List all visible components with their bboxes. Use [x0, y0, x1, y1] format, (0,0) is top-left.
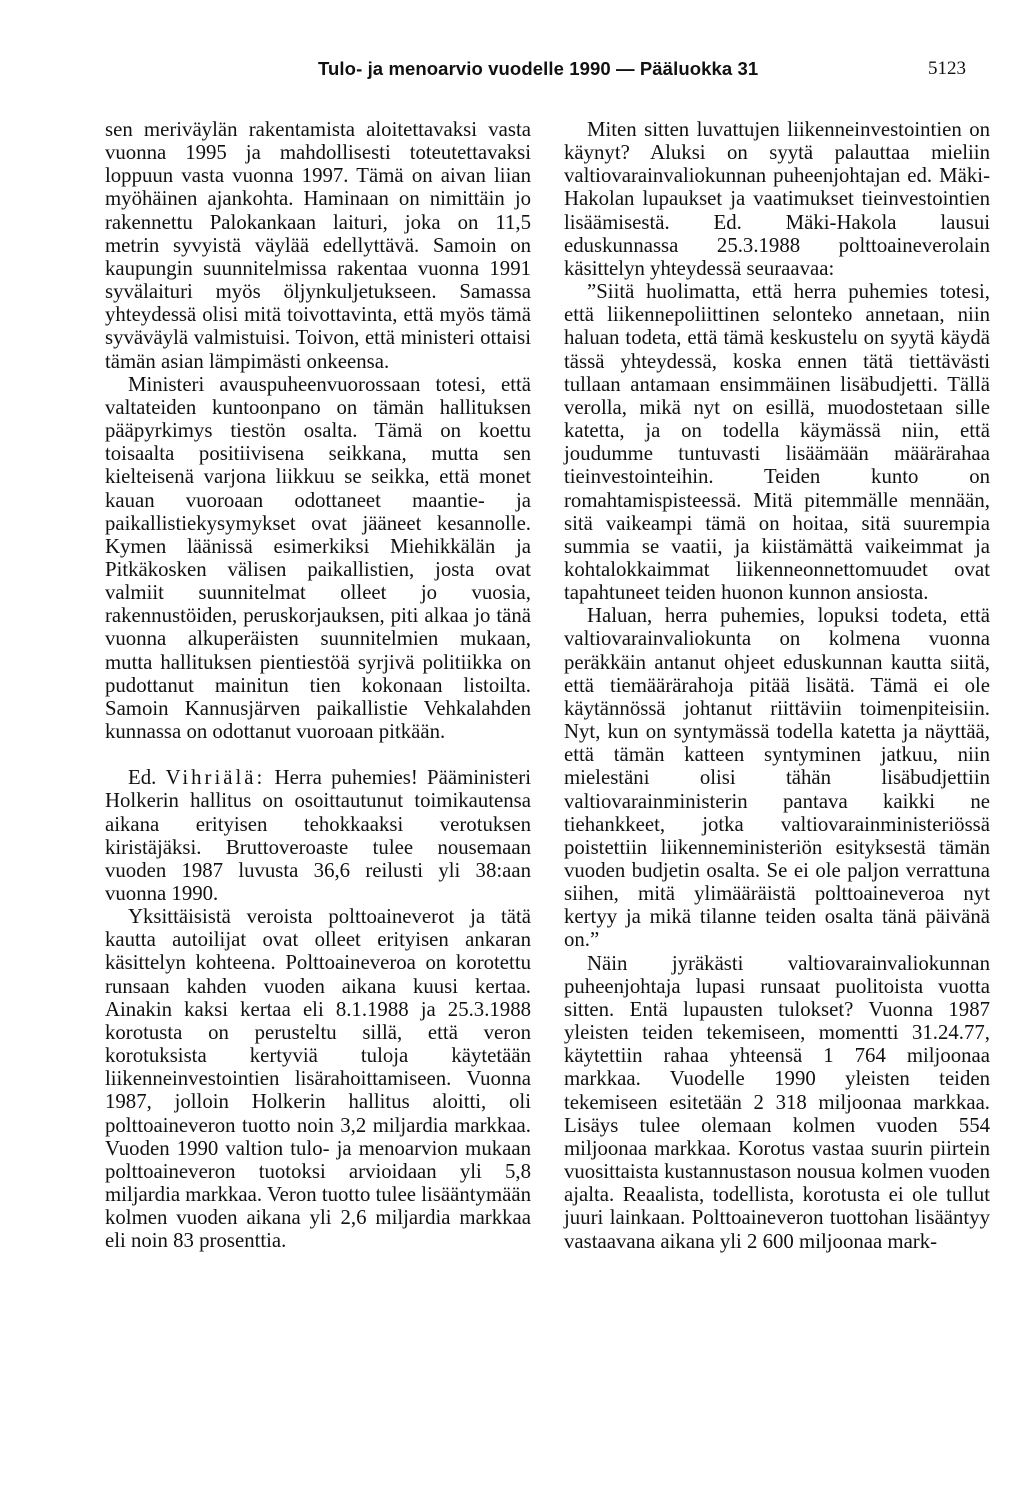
quote-paragraph: ”Siitä huolimatta, että herra puhemies totesi, että liikennepoliittinen selonteko annetaan, niin haluan todeta, että tämä keskustelu on syytä käydä tässä yhteydessä, koska ennen tätä tiettävästi tullaan antamaan ensimmäinen lisäbudjetti. Tällä verolla, mikä nyt on esillä, muodostetaan sille katetta, ja on todella käymässä niin, että joudumme tuntuvasti lisäämään määrärahaa tieinvestointeihin. Teiden kunto on romahtamispisteessä. Mitä pitemmälle mennään, sitä vaikeampi tämä on hoitaa, sitä suurempia summia se vaatii, ja kiistämättä vaikeimmat ja kohtalokkaimmat liikenneonnettomuudet ovat tapahtuneet teiden huonon kunnon ansiosta. — [564, 280, 990, 605]
paragraph: Yksittäisistä veroista polttoaineverot ja tätä kautta autoilijat ovat olleet erityisen ankaran käsittelyn kohteena. Polttoaineveroa on korotettu runsaan kahden vuoden aikana kuusi kertaa. Ainakin kaksi kertaa eli 8.1.1988 ja 25.3.1988 korotusta on perusteltu sillä, että veron korotuksista kertyviä tuloja käytetään liikenneinvestointien lisärahoittamiseen. Vuonna 1987, jolloin Holkerin hallitus aloitti, oli polttoaineveron tuotto noin 3,2 miljardia markkaa. Vuoden 1990 valtion tulo- ja menoarvion mukaan polttoaineveron tuotoksi arvioidaan yli 5,8 miljardia markkaa. Veron tuotto tulee lisääntymään kolmen vuoden aikana yli 2,6 miljardia markkaa eli noin 83 prosenttia. — [105, 905, 531, 1253]
right-column — [564, 118, 990, 1253]
page-number: 5123 — [928, 58, 966, 79]
left-column — [105, 118, 531, 1253]
speech-paragraph — [105, 766, 531, 905]
speech-text: Herra puhemies! Pääministeri Holkerin hallitus on osoittautunut toimikautensa aikana erityisen tehokkaaksi verotuksen kiristäjäksi. Bruttoveroaste tulee nousemaan vuoden 1987 luvusta 36,6 reilusti yli 38:aan vuonna 1990. — [105, 766, 532, 905]
paragraph: Näin jyräkästi valtiovarainvaliokunnan puheenjohtaja lupasi runsaat puolitoista vuotta sitten. Entä lupausten tulokset? Vuonna 1987 yleisten teiden tekemiseen, momentti 31.24.77, käytettiin rahaa yhteensä 1 764 miljoonaa markkaa. Vuodelle 1990 yleisten teiden tekemiseen esitetään 2 318 miljoonaa markkaa. Lisäys tulee olemaan kolmen vuoden 554 miljoonaa markkaa. Korotus vastaa suurin piirtein vuosittaista kustannustason nousua kolmen vuoden ajalta. Reaalista, todellista, korotusta ei ole tullut juuri lainkaan. Polttoaineveron tuottohan lisääntyy vastaavana aikana yli 2 600 miljoonaa mark- — [564, 951, 990, 1253]
paragraph: Miten sitten luvattujen liikenneinvestointien on käynyt? Aluksi on syytä palauttaa mieliin valtiovarainvaliokunnan puheenjohtajan ed. Mäki-Hakolan lupaukset ja vaatimukset tieinvestointien lisäämisestä. Ed. Mäki-Hakola lausui eduskunnassa 25.3.1988 polttoaineverolain käsittelyn yhteydessä seuraavaa: — [564, 118, 990, 280]
speaker-prefix: Ed. — [128, 766, 157, 790]
header-title: Tulo- ja menoarvio vuodelle 1990 — Pääluokka 31 — [318, 58, 759, 79]
paragraph: sen meriväylän rakentamista aloitettavaksi vasta vuonna 1995 ja mahdollisesti toteutettavaksi loppuun vasta vuonna 1997. Tämä on aivan liian myöhäinen ajankohta. Haminaan on nimittäin jo rakennettu Palokankaan laituri, joka on 11,5 metrin syvyistä väylää edellyttävä. Samoin on kaupungin suunnitelmissa rakentaa vuonna 1991 syvälaituri myös öljynkuljetukseen. Samassa yhteydessä olisi mitä toivottavinta, että myös tämä syväväylä valmistuisi. Toivon, että ministeri ottaisi tämän asian lämpimästi onkeensa. — [105, 118, 531, 373]
paragraph: Ministeri avauspuheenvuorossaan totesi, että valtateiden kuntoonpano on tämän hallituksen pääpyrkimys tiestön osalta. Tämä on koettu toisaalta positiivisena seikkana, mutta sen kielteisenä varjona liikkuu se seikka, että monet kauan vuoroaan odottaneet maantie- ja paikallistiekysymykset ovat jääneet kesannolle. Kymen läänissä esimerkiksi Miehikkälän ja Pitkäkosken välisen paikallistien, josta ovat valmiit suunnitelmat olleet jo vuosia, rakennustöiden, peruskorjauksen, piti alkaa jo tänä vuonna alkuperäisten suunnitelmien mukaan, mutta hallituksen pientiestöä syrjivä politiikka on pudottanut mainitun tien kokonaan listoilta. Samoin Kannusjärven paikallistie Vehkalahden kunnassa on odottanut vuoroaan pitkään. — [105, 372, 531, 744]
quote-paragraph: Haluan, herra puhemies, lopuksi todeta, että valtiovarainvaliokunta on kolmena vuonna peräkkäin antanut ohjeet eduskunnan kautta siitä, että tiemäärärahoja pitää lisätä. Tämä ei ole käytännössä johtanut riittäviin toimenpiteisiin. Nyt, kun on syntymässä todella katetta ja näyttää, että tämän katteen syntyminen jatkuu, niin mielestäni olisi tähän lisäbudjettiin valtiovarainministerin pantava kaikki ne tiehankkeet, jotka valtiovarainministeriössä poistettiin liikenneministeriön esityksestä tämän vuoden budjetin osalta. Se ei ole paljon verrattuna siihen, mitä ylimääräistä polttoaineveroa nyt kertyy ja mikä tilanne teiden osalta tänä päivänä on.” — [564, 604, 990, 952]
running-header — [0, 58, 1024, 94]
speaker-name: Vihriälä: — [165, 766, 266, 790]
